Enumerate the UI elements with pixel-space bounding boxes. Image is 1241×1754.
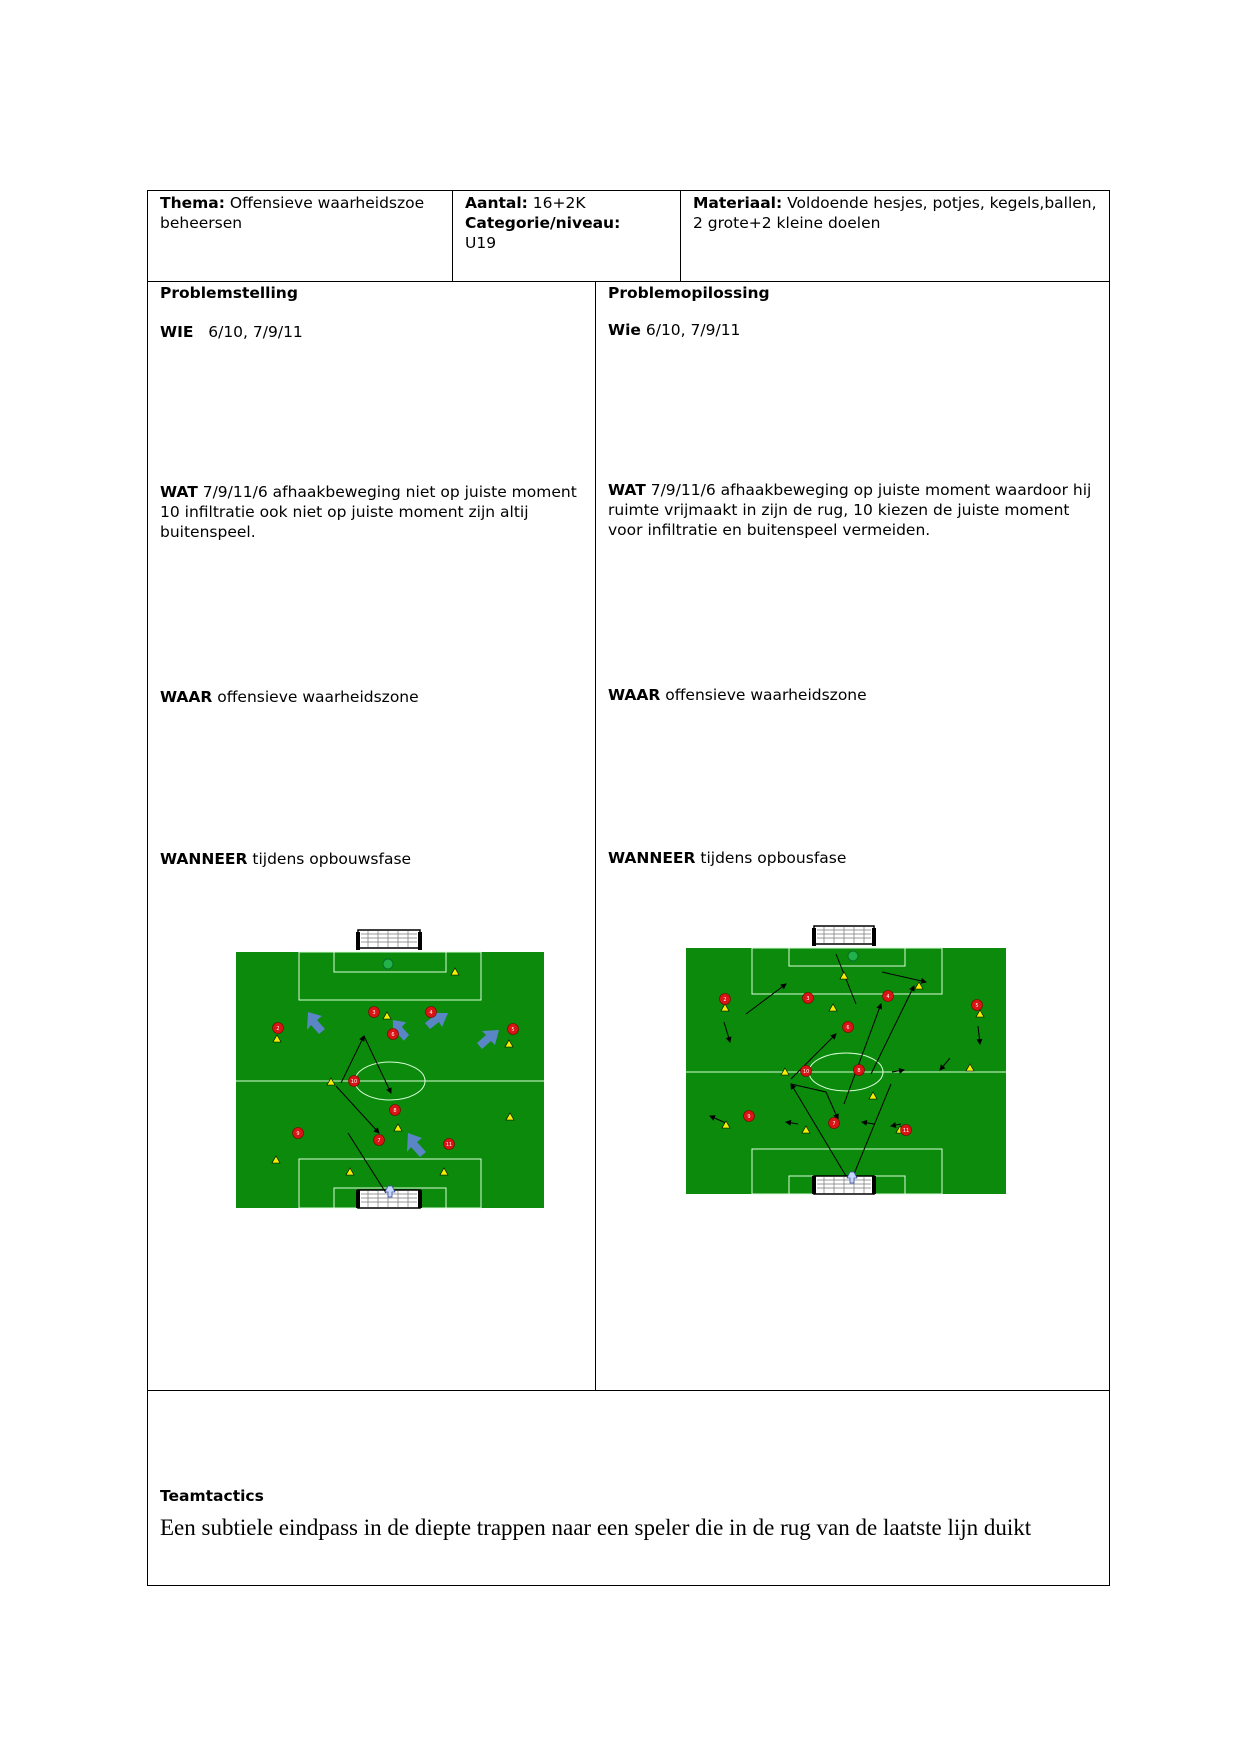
player-marker <box>854 1065 865 1076</box>
player-number: 9 <box>747 1114 751 1120</box>
player-number: 2 <box>276 1026 280 1032</box>
thema-cell <box>148 191 453 281</box>
player-number: 3 <box>372 1010 376 1016</box>
header-row <box>148 191 1109 282</box>
player-number: 5 <box>511 1027 515 1033</box>
player-marker <box>972 1000 983 1011</box>
player-marker <box>390 1105 401 1116</box>
player-number: 8 <box>857 1068 861 1074</box>
player-marker <box>273 1023 284 1034</box>
player-number: 7 <box>832 1121 836 1127</box>
solution-wat-value: 7/9/11/6 afhaakbeweging op juiste moment waardoor hij ruimte vrijmaakt in zijn de rug, 10 kiezen de juiste moment voor infiltratie en buitenspeel vermeiden. <box>608 481 1092 539</box>
player-marker <box>293 1128 304 1139</box>
problem-waar-label: WAAR <box>160 688 213 706</box>
materiaal-cell <box>681 191 1109 281</box>
player-number: 2 <box>723 997 727 1003</box>
player-number: 7 <box>377 1138 381 1144</box>
solution-wie-value: 6/10, 7/9/11 <box>640 321 741 339</box>
player-marker <box>883 991 894 1002</box>
player-marker <box>388 1029 399 1040</box>
problem-wie-value: 6/10, 7/9/11 <box>208 323 303 341</box>
player-marker <box>801 1066 812 1077</box>
problem-wanneer <box>160 849 583 869</box>
categorie-label: Categorie/niveau: <box>465 214 621 232</box>
player-marker <box>901 1125 912 1136</box>
thema-value: Offensieve waarheidszoe beheersen <box>160 194 425 232</box>
aantal-label: Aantal: <box>465 194 528 212</box>
player-number: 4 <box>886 994 890 1000</box>
pitch-surface <box>686 948 1006 1194</box>
player-marker <box>843 1022 854 1033</box>
solution-wat <box>608 480 1097 540</box>
player-marker <box>374 1135 385 1146</box>
problem-solution-row <box>148 282 1109 1391</box>
problem-waar <box>160 687 583 707</box>
player-number: 10 <box>350 1079 358 1085</box>
player-number: 5 <box>975 1003 979 1009</box>
solution-tactics-diagram <box>686 924 1008 1202</box>
player-marker <box>444 1139 455 1150</box>
lesson-sheet <box>147 190 1110 1586</box>
top-goal <box>812 926 876 946</box>
problem-column <box>148 282 596 1390</box>
goalkeeper-top <box>848 951 858 961</box>
solution-wanneer-value: tijdens opbousfase <box>695 849 847 867</box>
solution-waar <box>608 685 1097 705</box>
aantal-cell <box>453 191 681 281</box>
aantal-value: 16+2K <box>527 194 586 212</box>
problem-wie <box>160 322 583 342</box>
materiaal-value: Voldoende hesjes, potjes, kegels,ballen, 2 grote+2 kleine doelen <box>693 194 1097 232</box>
problem-wanneer-label: WANNEER <box>160 850 248 868</box>
solution-waar-label: WAAR <box>608 686 661 704</box>
problem-wie-label: WIE <box>160 323 194 341</box>
player-number: 10 <box>802 1069 810 1075</box>
pitch-surface <box>236 952 544 1208</box>
problem-wat-label: WAT <box>160 483 198 501</box>
solution-wat-label: WAT <box>608 481 646 499</box>
player-number: 11 <box>445 1142 453 1148</box>
solution-waar-value: offensieve waarheidszone <box>660 686 867 704</box>
goalkeeper-top <box>383 959 393 969</box>
materiaal-label: Materiaal: <box>693 194 783 212</box>
player-number: 6 <box>846 1025 850 1031</box>
player-marker <box>744 1111 755 1122</box>
problem-wanneer-value: tijdens opbouwsfase <box>247 850 412 868</box>
player-number: 8 <box>393 1108 397 1114</box>
player-marker <box>508 1024 519 1035</box>
teamtactics-text: Een subtiele eindpass in de diepte trappen naar een speler die in de rug van de laatste lijn duikt <box>160 1515 1032 1540</box>
player-number: 4 <box>429 1010 433 1016</box>
player-number: 6 <box>391 1032 395 1038</box>
player-number: 9 <box>296 1131 300 1137</box>
solution-wie <box>608 320 1097 340</box>
player-number: 3 <box>806 996 810 1002</box>
player-marker <box>720 994 731 1005</box>
teamtactics-label: Teamtactics <box>160 1487 264 1505</box>
solution-wanneer <box>608 848 1097 868</box>
solution-title: Problemopilossing <box>608 284 770 302</box>
solution-column <box>596 282 1109 1390</box>
player-marker <box>829 1118 840 1129</box>
teamtactics-row <box>148 1391 1109 1585</box>
player-number: 11 <box>902 1128 910 1134</box>
player-marker <box>426 1007 437 1018</box>
player-marker <box>349 1076 360 1087</box>
problem-title: Problemstelling <box>160 284 298 302</box>
solution-wie-label: Wie <box>608 321 641 339</box>
categorie-value: U19 <box>465 234 497 252</box>
top-goal <box>356 930 422 950</box>
player-marker <box>803 993 814 1004</box>
bottom-goal <box>812 1176 876 1194</box>
problem-wat <box>160 482 583 542</box>
problem-waar-value: offensieve waarheidszone <box>212 688 419 706</box>
thema-label: Thema: <box>160 194 225 212</box>
problem-wat-value: 7/9/11/6 afhaakbeweging niet op juiste moment 10 infiltratie ook niet op juiste moment zijn altij buitenspeel. <box>160 483 577 541</box>
solution-wanneer-label: WANNEER <box>608 849 696 867</box>
player-marker <box>369 1007 380 1018</box>
problem-tactics-diagram <box>236 928 546 1210</box>
